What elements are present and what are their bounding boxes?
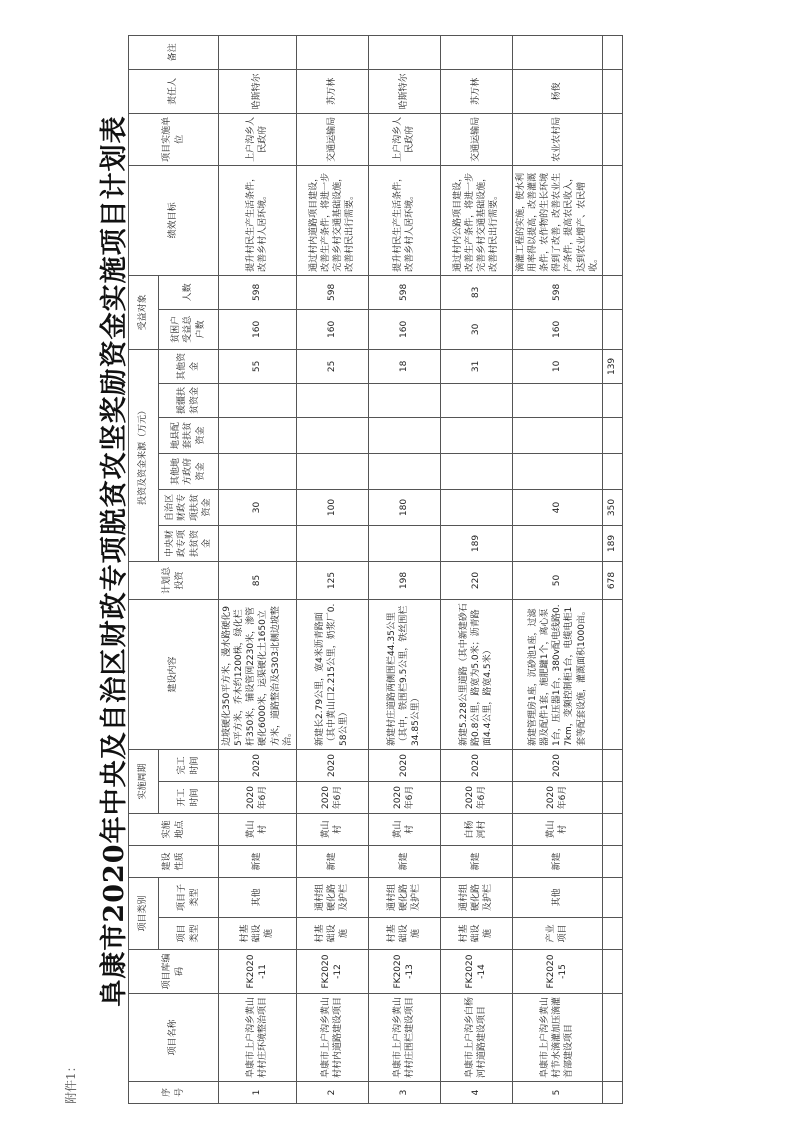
cell-other-fund: 25 [296,349,368,383]
cell-goal: 通过村内道路项目建设，改善生产条件，将进一步完善乡村交通基础设施，改善村民出行需要。 [296,165,368,275]
attachment-label: 附件1： [64,1060,78,1104]
cell-seq: 3 [368,1082,440,1104]
cell-project-code: FK2020-11 [219,950,297,994]
cell-implementer: 交通运输局 [440,113,512,165]
cell-region-fund: 100 [296,489,368,525]
cell-project-code: FK2020-13 [368,950,440,994]
cell-project-name: 阜康市上户沟乡白杨河村道路建设项目 [440,994,512,1082]
cell-project-type: 村基础设施 [440,918,512,950]
table-row [296,35,368,1103]
header-category-group: 项目类别 [129,877,159,949]
header-implementer: 项目实施单位 [129,113,219,165]
header-planned-total: 计划总投资 [129,561,219,599]
cell-other-local-fund [368,453,440,489]
cell-other-local-fund [219,453,297,489]
cell-county-fund [296,417,368,453]
cell-planned-total: 198 [368,561,440,599]
header-poor-households: 贫困户受益总户数 [159,309,219,349]
cell-responsible: 哈斯特尔 [368,69,440,113]
header-end-time: 完工时间 [159,749,219,781]
header-project-type: 项目类型 [159,918,219,950]
cell-location: 黄山村 [512,813,602,845]
cell-project-name: 阜康市上户沟乡黄山村节水滴灌加压滴灌首部建设项目 [512,994,602,1082]
header-responsible: 责任人 [129,69,219,113]
cell-region-fund [440,489,512,525]
cell-construction-nature: 新建 [296,845,368,877]
cell-people: 598 [219,275,297,309]
cell-start-time: 2020年6月 [296,781,368,813]
cell-content: 新建管理房1座，沉砂池1座，过滤器及配件1套，施肥罐1个，离心泵1台，压压器1台，380v配电线路0.7km，变频控制柜1台，电缆电柜1套等配套设施，灌溉面积1000亩。 [512,599,602,749]
cell-implementer: 上户沟乡人民政府 [368,113,440,165]
cell-remarks [219,35,297,69]
cell-end-time: 2020 [440,749,512,781]
cell-region-fund: 40 [512,489,602,525]
cell-goal: 通过村内公路项目建设，改善生产条件，将进一步完善乡村交通基础设施，改善村民出行需要。 [440,165,512,275]
cell-responsible: 苏万林 [296,69,368,113]
cell-people: 598 [512,275,602,309]
cell-remarks [368,35,440,69]
cell-project-name: 阜康市上户沟乡黄山村村庄围栏建设项目 [368,994,440,1082]
cell-county-fund [219,417,297,453]
cell-project-type: 产业项目 [512,918,602,950]
cell-end-time: 2020 [368,749,440,781]
cell-start-time: 2020年6月 [368,781,440,813]
cell-other-local-fund [440,453,512,489]
cell-project-subtype: 其他 [219,877,297,917]
cell-end-time: 2020 [219,749,297,781]
table-row [512,35,602,1103]
cell-responsible: 哈斯特尔 [219,69,297,113]
header-central-fund: 中央财政专项扶贫资金 [159,525,219,561]
cell-central-fund [512,525,602,561]
cell-project-code: FK2020-15 [512,950,602,994]
cell-other-local-fund [512,453,602,489]
cell-planned-total: 50 [512,561,602,599]
cell-content: 新建长2.79公里，宽4米沥青路面（其中黄山口2.215公里，奶浆厂0.58公里） [296,599,368,749]
header-location: 实施地点 [129,813,219,845]
cell-seq: 1 [219,1082,297,1104]
cell-remarks [440,35,512,69]
header-construction-nature: 建设性质 [129,845,219,877]
cell-planned-total: 125 [296,561,368,599]
cell-region-fund: 180 [368,489,440,525]
cell-goal: 滴灌工程的实施，使水利用率得以提高，改善灌溉条件，农作物的生长环境得到了改善，改善农业生产条件，提高农民收入，达到农业增产、农民增收。 [512,165,602,275]
cell-aid-fund [368,383,440,417]
header-project-subtype: 项目子类型 [159,877,219,917]
header-beneficiary-group: 受益对象 [129,275,159,349]
table-row-total [602,35,622,1103]
cell-project-subtype: 通村组硬化路及护栏 [440,877,512,917]
cell-start-time: 2020年6月 [440,781,512,813]
cell-project-name: 阜康市上户沟乡黄山村村内道路建设项目 [296,994,368,1082]
table-row [219,35,297,1103]
cell-seq: 2 [296,1082,368,1104]
header-project-name: 项目名称 [129,994,219,1082]
cell-responsible: 苏万林 [440,69,512,113]
cell-central-fund [296,525,368,561]
cell-project-subtype: 通村组硬化路及护栏 [296,877,368,917]
cell-project-type: 村基础设施 [219,918,297,950]
cell-content: 新建村庄道路两侧围栏44.35公里（其中，铁围栏9.5公里，铁丝围栏34.85公里） [368,599,440,749]
header-start-time: 开工时间 [159,781,219,813]
cell-start-time: 2020年6月 [512,781,602,813]
cell-remarks [512,35,602,69]
cell-construction-nature: 新建 [512,845,602,877]
cell-aid-fund [296,383,368,417]
cell-poor-households: 30 [440,309,512,349]
cell-content: 边坡硬化350平方米，漫水路硬化95平方米，乔木约1200株，绿化栏杆350米，铺设管网2230米，渗管硬化6000米，运渠硬化土1650立方米，道路整治及S303北侧边坡整治。 [219,599,297,749]
total-other-fund: 139 [602,349,622,383]
header-remarks: 备注 [129,35,219,69]
cell-central-fund [368,525,440,561]
cell-aid-fund [219,383,297,417]
cell-location: 白杨河村 [440,813,512,845]
cell-project-type: 村基础设施 [368,918,440,950]
total-region-fund: 350 [602,489,622,525]
cell-people: 598 [368,275,440,309]
cell-county-fund [512,417,602,453]
cell-other-local-fund [296,453,368,489]
total-planned: 678 [602,561,622,599]
cell-poor-households: 160 [219,309,297,349]
cell-central-fund [219,525,297,561]
cell-county-fund [368,417,440,453]
header-county-fund: 地县配套扶贫资金 [159,417,219,453]
cell-start-time: 2020年6月 [219,781,297,813]
cell-project-type: 村基础设施 [296,918,368,950]
cell-other-fund: 31 [440,349,512,383]
cell-other-fund: 18 [368,349,440,383]
cell-implementer: 交通运输局 [296,113,368,165]
cell-planned-total: 220 [440,561,512,599]
cell-implementer: 上户沟乡人民政府 [219,113,297,165]
cell-poor-households: 160 [368,309,440,349]
cell-central-fund: 189 [440,525,512,561]
cell-project-subtype: 其他 [512,877,602,917]
cell-aid-fund [512,383,602,417]
cell-location: 黄山村 [368,813,440,845]
cell-implementer: 农业农村局 [512,113,602,165]
cell-region-fund: 30 [219,489,297,525]
cell-poor-households: 160 [512,309,602,349]
cell-planned-total: 85 [219,561,297,599]
cell-aid-fund [440,383,512,417]
cell-construction-nature: 新建 [440,845,512,877]
header-aid-fund: 援疆扶贫资金 [159,383,219,417]
cell-people: 83 [440,275,512,309]
header-other-fund: 其他资金 [159,349,219,383]
header-period-group: 实施周期 [129,749,159,813]
cell-seq: 5 [512,1082,602,1104]
document-title: 阜康市2020年中央及自治区财政专项脱贫攻坚奖励资金实施项目计划表 [99,115,130,1007]
header-goal: 绩效目标 [129,165,219,275]
cell-project-code: FK2020-12 [296,950,368,994]
cell-other-fund: 10 [512,349,602,383]
header-region-fund: 自治区财政专项扶贫资金 [159,489,219,525]
cell-project-code: FK2020-14 [440,950,512,994]
cell-construction-nature: 新建 [368,845,440,877]
cell-people: 598 [296,275,368,309]
cell-content: 新建5.228公里道路（其中新建砂石路0.8公里，路宽为5.0米；沥青路面4.4公里，路宽4.5米） [440,599,512,749]
cell-location: 黄山村 [296,813,368,845]
cell-end-time: 2020 [512,749,602,781]
table-row [440,35,512,1103]
project-plan-table [128,35,623,1104]
table-row [368,35,440,1103]
total-central-fund: 189 [602,525,622,561]
header-other-local-fund: 其他地方政府资金 [159,453,219,489]
header-project-code: 项目库编码 [129,950,219,994]
cell-remarks [296,35,368,69]
header-content: 建设内容 [129,599,219,749]
cell-other-fund: 55 [219,349,297,383]
cell-seq: 4 [440,1082,512,1104]
cell-end-time: 2020 [296,749,368,781]
cell-poor-households: 160 [296,309,368,349]
cell-goal: 提升村民生产生活条件，改善乡村人居环境。 [219,165,297,275]
cell-construction-nature: 新建 [219,845,297,877]
header-people: 人数 [159,275,219,309]
cell-responsible: 杨俊 [512,69,602,113]
cell-project-subtype: 通村组硬化路及护栏 [368,877,440,917]
cell-location: 黄山村 [219,813,297,845]
header-seq: 序号 [129,1082,219,1104]
cell-goal: 提升村民生产生活条件，改善乡村人居环境。 [368,165,440,275]
cell-project-name: 阜康市上户沟乡黄山村村庄环境整治项目 [219,994,297,1082]
header-funding-group: 投资及资金来源（万元） [129,349,159,561]
cell-county-fund [440,417,512,453]
